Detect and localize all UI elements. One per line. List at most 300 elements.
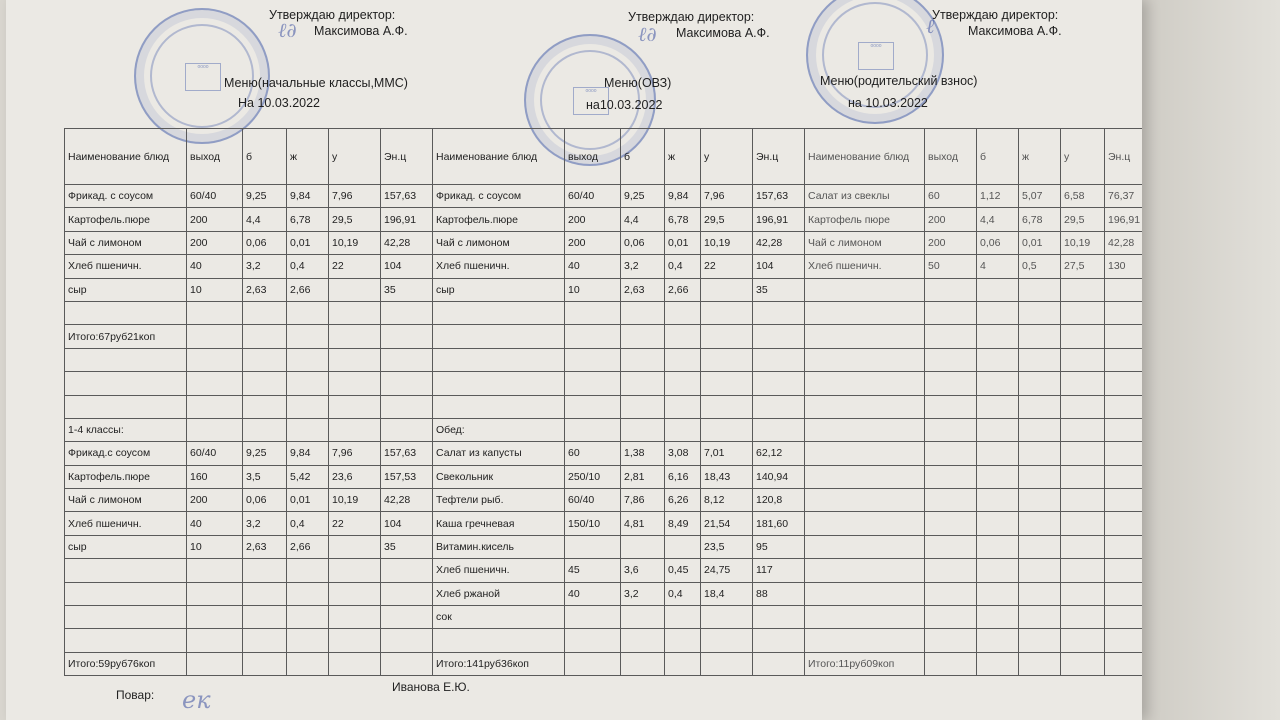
table-cell: 4: [977, 255, 1019, 278]
column-header: у: [1061, 129, 1105, 185]
table-cell: [977, 606, 1019, 629]
table-cell: [977, 278, 1019, 301]
table-cell: Хлеб пшеничн.: [65, 512, 187, 535]
table-cell: 0,06: [977, 231, 1019, 254]
table-cell: [977, 582, 1019, 605]
table-cell: [1105, 348, 1143, 371]
table-cell: [1061, 348, 1105, 371]
table-cell: 200: [925, 208, 977, 231]
table-cell: [925, 629, 977, 652]
table-cell: [433, 301, 565, 324]
table-cell: 3,2: [243, 512, 287, 535]
table-cell: [381, 606, 433, 629]
table-cell: [753, 418, 805, 441]
table-cell: [1019, 512, 1061, 535]
table-cell: Чай с лимоном: [433, 231, 565, 254]
director-name-2: Максимова А.Ф.: [676, 26, 770, 40]
table-cell: 40: [565, 255, 621, 278]
table-cell: [977, 442, 1019, 465]
table-cell: Картофель.пюре: [433, 208, 565, 231]
table-cell: [1105, 535, 1143, 558]
menu-title-2: Меню(ОВЗ): [604, 76, 672, 90]
table-row: [65, 231, 1143, 254]
table-cell: 3,5: [243, 465, 287, 488]
table-cell: [1105, 301, 1143, 324]
table-cell: [1105, 395, 1143, 418]
table-cell: [187, 348, 243, 371]
table-cell: [1105, 512, 1143, 535]
table-cell: 6,78: [1019, 208, 1061, 231]
column-header: выход: [565, 129, 621, 185]
table-cell: [329, 301, 381, 324]
table-cell: 104: [381, 255, 433, 278]
table-row: [65, 395, 1143, 418]
table-cell: [287, 372, 329, 395]
table-row: [65, 372, 1143, 395]
table-cell: [805, 559, 925, 582]
table-cell: [433, 325, 565, 348]
column-header: ж: [665, 129, 701, 185]
table-cell: [565, 325, 621, 348]
seal-stamp-middle: oooo: [524, 34, 656, 166]
table-cell: [243, 325, 287, 348]
table-cell: 23,6: [329, 465, 381, 488]
table-cell: [977, 395, 1019, 418]
table-cell: [1061, 442, 1105, 465]
table-cell: [243, 652, 287, 675]
table-cell: 24,75: [701, 559, 753, 582]
director-signature-3: ℓ: [926, 14, 935, 38]
table-cell: [243, 395, 287, 418]
approval-line-2: Утверждаю директор:: [628, 10, 755, 24]
table-cell: 18,43: [701, 465, 753, 488]
table-cell: [329, 652, 381, 675]
table-cell: [187, 372, 243, 395]
table-cell: [1061, 606, 1105, 629]
table-cell: [433, 629, 565, 652]
table-cell: 3,2: [243, 255, 287, 278]
table-cell: Итого:67руб21коп: [65, 325, 187, 348]
table-cell: 60: [565, 442, 621, 465]
table-row: [65, 512, 1143, 535]
table-cell: 29,5: [701, 208, 753, 231]
table-cell: 5,42: [287, 465, 329, 488]
table-cell: [329, 278, 381, 301]
column-header: ж: [1019, 129, 1061, 185]
table-cell: [565, 629, 621, 652]
table-cell: [753, 629, 805, 652]
table-cell: Свекольник: [433, 465, 565, 488]
table-cell: [187, 606, 243, 629]
table-cell: [977, 652, 1019, 675]
table-cell: 157,63: [381, 442, 433, 465]
table-cell: [1105, 652, 1143, 675]
table-cell: 4,81: [621, 512, 665, 535]
table-cell: 60: [925, 185, 977, 208]
table-cell: 9,25: [243, 185, 287, 208]
approval-line-1: Утверждаю директор:: [269, 8, 396, 22]
table-cell: 250/10: [565, 465, 621, 488]
table-cell: [1019, 535, 1061, 558]
table-cell: [243, 418, 287, 441]
table-cell: 10,19: [329, 489, 381, 512]
table-cell: [329, 348, 381, 371]
table-cell: [1019, 418, 1061, 441]
table-cell: [925, 395, 977, 418]
seal-stamp-right: oooo: [806, 0, 944, 124]
table-cell: [805, 465, 925, 488]
table-cell: [925, 489, 977, 512]
table-cell: [925, 372, 977, 395]
table-cell: 60/40: [565, 489, 621, 512]
table-cell: [433, 395, 565, 418]
table-cell: [381, 372, 433, 395]
table-cell: Фрикад.с соусом: [65, 442, 187, 465]
table-cell: Салат из капусты: [433, 442, 565, 465]
column-header: Наименование блюд: [65, 129, 187, 185]
table-row: [65, 465, 1143, 488]
table-cell: [621, 418, 665, 441]
table-cell: [701, 418, 753, 441]
column-header: ж: [287, 129, 329, 185]
table-cell: 10,19: [1061, 231, 1105, 254]
table-cell: [753, 606, 805, 629]
table-cell: [621, 348, 665, 371]
table-cell: 23,5: [701, 535, 753, 558]
table-cell: Хлеб пшеничн.: [433, 559, 565, 582]
table-cell: [977, 512, 1019, 535]
table-cell: 42,28: [381, 489, 433, 512]
table-cell: 104: [753, 255, 805, 278]
column-header: выход: [925, 129, 977, 185]
table-cell: 150/10: [565, 512, 621, 535]
table-cell: 3,6: [621, 559, 665, 582]
table-cell: [1019, 489, 1061, 512]
table-cell: 3,2: [621, 582, 665, 605]
table-cell: [1105, 418, 1143, 441]
table-cell: 4,4: [243, 208, 287, 231]
table-cell: 0,45: [665, 559, 701, 582]
table-cell: 10: [187, 535, 243, 558]
table-cell: [753, 325, 805, 348]
table-cell: Витамин.кисель: [433, 535, 565, 558]
column-header: б: [243, 129, 287, 185]
table-cell: 157,53: [381, 465, 433, 488]
table-cell: 9,25: [243, 442, 287, 465]
table-cell: [621, 325, 665, 348]
table-cell: 7,96: [329, 442, 381, 465]
table-cell: 10: [565, 278, 621, 301]
table-cell: 0,4: [665, 255, 701, 278]
table-cell: [1019, 395, 1061, 418]
table-cell: [381, 348, 433, 371]
table-row: [65, 418, 1143, 441]
table-cell: [977, 465, 1019, 488]
table-cell: 10,19: [701, 231, 753, 254]
table-cell: [65, 372, 187, 395]
table-cell: 7,96: [701, 185, 753, 208]
table-cell: 10,19: [329, 231, 381, 254]
table-cell: [753, 395, 805, 418]
table-cell: [621, 395, 665, 418]
table-cell: [287, 348, 329, 371]
table-cell: Чай с лимоном: [805, 231, 925, 254]
table-cell: 9,25: [621, 185, 665, 208]
column-header: у: [701, 129, 753, 185]
table-cell: [925, 418, 977, 441]
table-cell: 1-4 классы:: [65, 418, 187, 441]
table-cell: [287, 325, 329, 348]
table-cell: 29,5: [1061, 208, 1105, 231]
table-header-row: [65, 129, 1143, 185]
table-cell: 42,28: [1105, 231, 1143, 254]
table-cell: [925, 301, 977, 324]
table-cell: 4,4: [621, 208, 665, 231]
table-cell: [925, 606, 977, 629]
approval-line-3: Утверждаю директор:: [932, 8, 1059, 22]
table-cell: [1061, 372, 1105, 395]
table-cell: 8,12: [701, 489, 753, 512]
table-cell: [287, 559, 329, 582]
table-cell: [621, 652, 665, 675]
table-cell: [977, 348, 1019, 371]
column-header: Эн.ц: [381, 129, 433, 185]
table-cell: 0,01: [1019, 231, 1061, 254]
table-cell: сыр: [65, 535, 187, 558]
table-cell: 22: [329, 512, 381, 535]
table-cell: [925, 465, 977, 488]
table-cell: [925, 652, 977, 675]
table-cell: [287, 606, 329, 629]
table-cell: Хлеб ржаной: [433, 582, 565, 605]
director-name-3: Максимова А.Ф.: [968, 24, 1062, 38]
table-cell: 9,84: [287, 185, 329, 208]
table-cell: [1105, 489, 1143, 512]
table-cell: 200: [925, 231, 977, 254]
table-cell: Картофель.пюре: [65, 465, 187, 488]
table-cell: [433, 372, 565, 395]
table-cell: 0,4: [287, 255, 329, 278]
table-cell: [805, 535, 925, 558]
table-cell: [665, 325, 701, 348]
table-cell: [805, 582, 925, 605]
table-cell: [1019, 301, 1061, 324]
table-cell: 0,06: [621, 231, 665, 254]
table-cell: [665, 629, 701, 652]
table-cell: [1019, 442, 1061, 465]
table-cell: [977, 372, 1019, 395]
table-cell: [753, 372, 805, 395]
table-cell: 40: [187, 255, 243, 278]
table-cell: 2,66: [665, 278, 701, 301]
table-cell: 35: [381, 535, 433, 558]
table-cell: [1061, 489, 1105, 512]
table-cell: Фрикад. с соусом: [433, 185, 565, 208]
table-cell: [187, 652, 243, 675]
table-cell: [287, 395, 329, 418]
column-header: б: [621, 129, 665, 185]
table-cell: 42,28: [753, 231, 805, 254]
table-cell: [187, 582, 243, 605]
cook-label: Повар:: [116, 688, 155, 702]
column-header: у: [329, 129, 381, 185]
table-cell: Итого:141руб36коп: [433, 652, 565, 675]
table-cell: [329, 325, 381, 348]
table-cell: Итого:11руб09коп: [805, 652, 925, 675]
table-cell: 0,06: [243, 231, 287, 254]
table-cell: [665, 535, 701, 558]
table-cell: [805, 489, 925, 512]
table-cell: Картофель пюре: [805, 208, 925, 231]
table-cell: [243, 582, 287, 605]
table-cell: 22: [701, 255, 753, 278]
menu-document: [6, 0, 1142, 720]
director-name-1: Максимова А.Ф.: [314, 24, 408, 38]
table-cell: 9,84: [665, 185, 701, 208]
table-cell: Итого:59руб76коп: [65, 652, 187, 675]
table-cell: [65, 348, 187, 371]
table-cell: Каша гречневая: [433, 512, 565, 535]
table-cell: сыр: [65, 278, 187, 301]
table-cell: Обед:: [433, 418, 565, 441]
table-cell: [805, 395, 925, 418]
cook-name: Иванова Е.Ю.: [392, 680, 470, 694]
table-cell: [381, 559, 433, 582]
table-cell: [187, 395, 243, 418]
table-cell: [925, 348, 977, 371]
column-header: Эн.ц: [753, 129, 805, 185]
table-cell: 0,06: [243, 489, 287, 512]
table-cell: 22: [329, 255, 381, 278]
table-cell: сыр: [433, 278, 565, 301]
table-cell: [1019, 348, 1061, 371]
table-cell: [65, 395, 187, 418]
table-cell: [187, 629, 243, 652]
table-cell: 2,66: [287, 278, 329, 301]
table-row: [65, 582, 1143, 605]
table-cell: [1061, 535, 1105, 558]
table-cell: [1105, 629, 1143, 652]
table-cell: [1105, 606, 1143, 629]
table-cell: [925, 325, 977, 348]
table-cell: [187, 418, 243, 441]
table-cell: 42,28: [381, 231, 433, 254]
table-cell: [1061, 629, 1105, 652]
table-cell: 196,91: [1105, 208, 1143, 231]
table-cell: [621, 606, 665, 629]
table-cell: 60/40: [565, 185, 621, 208]
table-cell: [805, 606, 925, 629]
table-cell: 1,12: [977, 185, 1019, 208]
table-cell: [381, 629, 433, 652]
table-cell: 200: [187, 231, 243, 254]
table-cell: 157,63: [753, 185, 805, 208]
table-cell: [1061, 512, 1105, 535]
table-cell: 6,78: [665, 208, 701, 231]
table-cell: Хлеб пшеничн.: [805, 255, 925, 278]
seal-stamp-left: oooo: [134, 8, 270, 144]
director-signature-1: ℓ∂: [278, 18, 297, 42]
table-cell: [753, 301, 805, 324]
table-cell: 196,91: [381, 208, 433, 231]
table-cell: [701, 348, 753, 371]
director-signature-2: ℓ∂: [638, 22, 657, 46]
table-cell: 104: [381, 512, 433, 535]
table-row: [65, 255, 1143, 278]
table-cell: [187, 325, 243, 348]
table-cell: [65, 629, 187, 652]
table-cell: 1,38: [621, 442, 665, 465]
table-cell: [977, 301, 1019, 324]
table-cell: Чай с лимоном: [65, 231, 187, 254]
table-cell: 0,01: [287, 489, 329, 512]
table-cell: [665, 606, 701, 629]
table-row: [65, 629, 1143, 652]
menu-date-1: На 10.03.2022: [238, 96, 321, 110]
table-cell: 117: [753, 559, 805, 582]
table-cell: [287, 582, 329, 605]
table-row: [65, 652, 1143, 675]
table-cell: [65, 301, 187, 324]
table-cell: Хлеб пшеничн.: [433, 255, 565, 278]
table-cell: [65, 606, 187, 629]
table-cell: [1061, 418, 1105, 441]
table-cell: [243, 629, 287, 652]
menu-title-3: Меню(родительский взнос): [820, 74, 978, 88]
table-cell: Картофель.пюре: [65, 208, 187, 231]
table-cell: [1061, 395, 1105, 418]
table-cell: [1019, 325, 1061, 348]
background-surface: [1142, 0, 1280, 720]
table-row: [65, 208, 1143, 231]
table-cell: [977, 629, 1019, 652]
table-cell: 45: [565, 559, 621, 582]
table-cell: [243, 606, 287, 629]
table-cell: [701, 372, 753, 395]
table-cell: [1061, 301, 1105, 324]
table-cell: [753, 348, 805, 371]
table-cell: [621, 301, 665, 324]
table-cell: 120,8: [753, 489, 805, 512]
table-cell: [665, 418, 701, 441]
table-cell: 200: [565, 231, 621, 254]
table-cell: [1019, 278, 1061, 301]
table-cell: 200: [187, 208, 243, 231]
table-cell: [977, 418, 1019, 441]
table-cell: 0,01: [287, 231, 329, 254]
table-cell: [65, 559, 187, 582]
table-cell: [1105, 582, 1143, 605]
table-cell: [701, 278, 753, 301]
table-cell: [925, 535, 977, 558]
table-cell: [1019, 606, 1061, 629]
table-cell: 35: [753, 278, 805, 301]
table-cell: [805, 348, 925, 371]
table-cell: 76,37: [1105, 185, 1143, 208]
table-cell: [925, 559, 977, 582]
table-cell: [287, 629, 329, 652]
table-cell: [381, 418, 433, 441]
table-cell: 4,4: [977, 208, 1019, 231]
table-cell: 35: [381, 278, 433, 301]
table-cell: [1019, 582, 1061, 605]
table-cell: 95: [753, 535, 805, 558]
table-cell: 0,01: [665, 231, 701, 254]
table-cell: [701, 301, 753, 324]
table-cell: [187, 559, 243, 582]
table-cell: [381, 582, 433, 605]
table-cell: [1061, 559, 1105, 582]
